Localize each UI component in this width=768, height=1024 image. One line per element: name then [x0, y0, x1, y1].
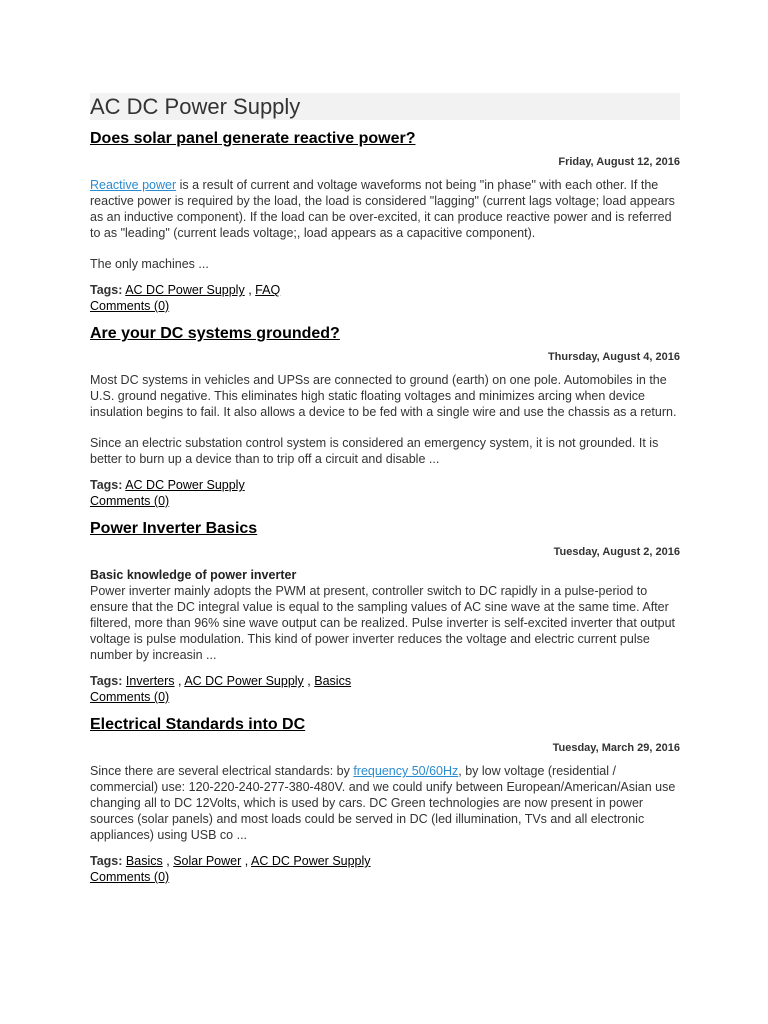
post-footer [90, 282, 680, 314]
tag-separator: , [166, 854, 170, 868]
post-title[interactable]: Electrical Standards into DC [90, 716, 306, 733]
post-subheading: Basic knowledge of power inverter [90, 568, 297, 582]
post-date: Tuesday, August 2, 2016 [553, 546, 680, 558]
post-paragraph: Power inverter mainly adopts the PWM at present, controller switch to DC rapidly in a pulse-period to ensure that the DC integral value is equal to the sampling values of AC sine wave at the same time. After filtered, more than 96% sine wave output can be realized. Pulse inverter is self-excited inverter that output voltage is pulse modulation. This kind of power inverter reduces the voltage and electric current pulse number by increasin ... [90, 584, 676, 662]
comments-link[interactable]: Comments (0) [90, 870, 170, 884]
tags-row [90, 853, 680, 869]
post-title[interactable]: Power Inverter Basics [90, 520, 258, 537]
comments-link[interactable]: Comments (0) [90, 494, 170, 508]
tag-link[interactable]: Basics [125, 854, 163, 868]
tag-link[interactable]: FAQ [255, 283, 281, 297]
blog-page [90, 0, 680, 885]
post-footer [90, 673, 680, 705]
post-footer [90, 853, 680, 885]
tags-row [90, 477, 680, 493]
tags-row [90, 282, 680, 298]
tags-label: Tags: [90, 854, 123, 868]
reactive-power-link[interactable]: Reactive power [90, 178, 177, 192]
post-paragraph [90, 177, 680, 241]
tag-link[interactable]: Solar Power [173, 854, 242, 868]
tags-label: Tags: [90, 478, 123, 492]
tags-row [90, 673, 680, 689]
post [90, 324, 680, 509]
tag-link[interactable]: AC DC Power Supply [184, 674, 304, 688]
paragraph-text: is a result of current and voltage waveforms not being "in phase" with each other. If the reactive power is required by the load, the load is considered "lagging" (current lags voltage; load appears as an inductive component). If the load can be over-excited, it can produce reactive power and is referred to as "leading" (current leads voltage;, load appears as a capacitive component). [90, 178, 675, 240]
post-paragraph: The only machines ... [90, 257, 209, 271]
tag-separator: , [248, 283, 252, 297]
tag-link[interactable]: Basics [314, 674, 352, 688]
post-date: Friday, August 12, 2016 [558, 156, 680, 168]
tag-link[interactable]: AC DC Power Supply [251, 854, 371, 868]
post-title[interactable]: Are your DC systems grounded? [90, 325, 340, 342]
post-date: Thursday, August 4, 2016 [547, 351, 680, 363]
post [90, 129, 680, 314]
comments-link[interactable]: Comments (0) [90, 299, 170, 313]
post-body [90, 763, 680, 843]
post-body [90, 177, 680, 272]
post-date: Tuesday, March 29, 2016 [552, 742, 680, 754]
post-body [90, 567, 680, 663]
frequency-link[interactable]: frequency 50/60Hz [353, 764, 459, 778]
tags-label: Tags: [90, 283, 123, 297]
post-paragraph: Since an electric substation control system is considered an emergency system, it is not grounded. It is better to burn up a device than to trip off a circuit and disable ... [90, 436, 659, 466]
post-paragraph: Most DC systems in vehicles and UPSs are connected to ground (earth) on one pole. Automobiles in the U.S. ground negative. This eliminates high static floating voltages and minimizes arcing when device insulation begins to fail. It also allows a device to be fed with a single wire and use the chassis as a return. [90, 373, 677, 419]
post [90, 519, 680, 705]
comments-link[interactable]: Comments (0) [90, 690, 170, 704]
post [90, 715, 680, 885]
paragraph-text: , by low voltage (residential / commercial) use: 120-220-240-277-380-480V. and we could unify between European/American/Asian use changing all to DC 12Volts, which is used by cars. DC Green technologies are now present in power sources (solar panels) and most loads could be served in DC (led illumination, TVs and all electronic appliances) using USB co ... [90, 764, 676, 842]
post-title[interactable]: Does solar panel generate reactive power? [90, 130, 416, 147]
blog-title: AC DC Power Supply [90, 93, 680, 120]
tag-link[interactable]: Inverters [125, 674, 175, 688]
post-paragraph [90, 763, 680, 843]
tags-label: Tags: [90, 674, 123, 688]
post-footer [90, 477, 680, 509]
tag-link[interactable]: AC DC Power Supply [125, 478, 245, 492]
tag-separator: , [244, 854, 249, 868]
tag-separator: , [307, 674, 311, 688]
tag-separator: , [178, 674, 182, 688]
tag-link[interactable]: AC DC Power Supply [125, 283, 245, 297]
paragraph-text: Since there are several electrical standards: by [90, 764, 354, 778]
post-body [90, 372, 680, 467]
